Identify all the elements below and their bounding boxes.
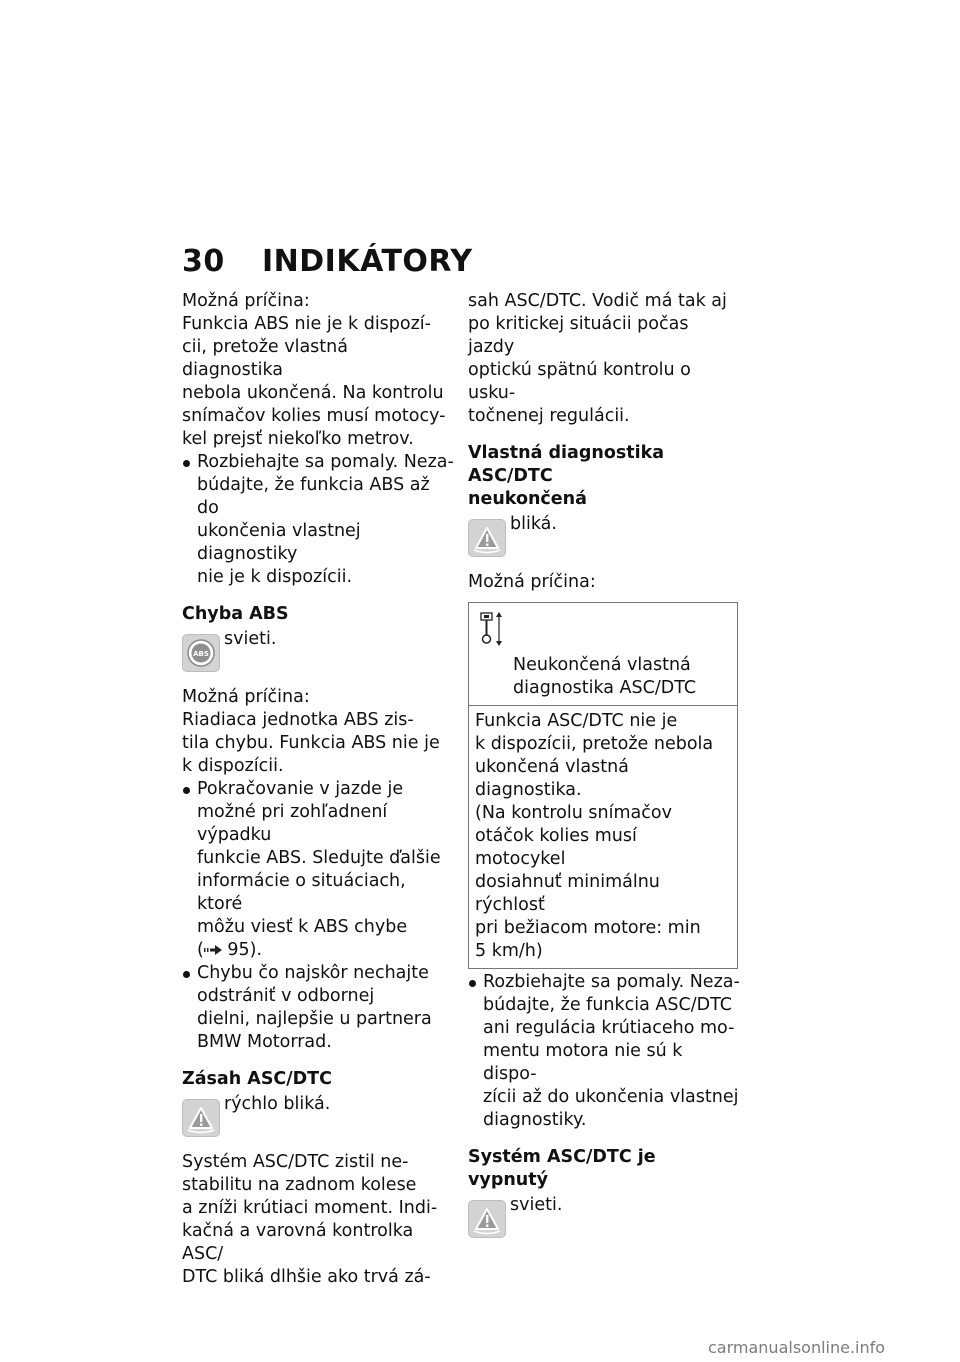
asc-warning-lamp-icon (468, 519, 506, 557)
abs-warning-lamp-icon (182, 634, 220, 672)
abs-bullet-continue (182, 778, 454, 962)
selfdiag-table-body: Funkcia ASC/DTC nie je k dispozícii, pretože nebola ukončená vlastná diagnostika. (Na kontrolu snímačov otáčok kolies musí motocykel dosiahnuť minimálnu rýchlosť pri bežiacom motore: min 5 km/h) (475, 711, 714, 961)
abs-cause-text: Riadiaca jednotka ABS zis- tila chybu. Funkcia ABS nie je k dispozícii. (182, 710, 440, 776)
abs-page-ref[interactable]: 95). (227, 940, 263, 960)
intro-bullet: Rozbiehajte sa pomaly. Neza- búdajte, že funkcia ABS až do ukončenia vlastnej diagnostiky nie je k dispozícii. (182, 451, 454, 589)
wrench-gauge-icon (479, 611, 505, 647)
selfdiag-info-table (468, 602, 738, 969)
abs-error-heading: Chyba ABS (182, 604, 289, 624)
abs-lamp-row (182, 628, 454, 674)
left-column (182, 290, 454, 1289)
selfdiag-table-header-text: Neukončená vlastná diagnostika ASC/DTC (513, 655, 697, 698)
asc-intervention-heading: Zásah ASC/DTC (182, 1069, 332, 1089)
asc-warning-lamp-icon (182, 1099, 220, 1137)
asc-intervention-text: Systém ASC/DTC zistil ne- stabilitu na zadnom kolese a zníži krútiaci moment. Indi- kačná a varovná kontrolka ASC/ DTC bliká dlhšie ako trvá zá- (182, 1152, 438, 1287)
page-number: 30 (182, 244, 225, 279)
intro-cause-label: Možná príčina: (182, 291, 310, 311)
svg-text:ABS: ABS (193, 650, 209, 658)
selfdiag-cause-label: Možná príčina: (468, 572, 596, 592)
watermark-text: carmanualsonline.info (708, 1338, 886, 1357)
intro-cause-text: Funkcia ABS nie je k dispozí- cii, pretože vlastná diagnostika nebola ukončená. Na kontrolu snímačov kolies musí motocy- kel prejsť niekoľko metrov. (182, 314, 446, 449)
asc-off-heading: Systém ASC/DTC je vypnutý (468, 1147, 656, 1190)
asc-off-lamp-row (468, 1194, 740, 1240)
selfdiag-lamp-row (468, 513, 740, 559)
asc-continued-text: sah ASC/DTC. Vodič má tak aj po kritickej situácii počas jazdy optickú spätnú kontrolu o usku- točnenej regulácii. (468, 291, 727, 426)
abs-lamp-status: svieti. (224, 629, 277, 649)
abs-bullet-workshop: Chybu čo najskôr nechajte odstrániť v odbornej dielni, najlepšie u partnera BMW Motorrad. (182, 962, 454, 1054)
selfdiag-heading: Vlastná diagnostika ASC/DTC neukončená (468, 443, 665, 509)
selfdiag-bullet: Rozbiehajte sa pomaly. Neza- búdajte, že funkcia ASC/DTC ani regulácia krútiaceho mo- mentu motora nie sú k dispo- zícii až do ukončenia vlastnej diagnostiky. (468, 971, 740, 1132)
page-title: INDIKÁTORY (262, 244, 473, 279)
asc-lamp-status: rýchlo bliká. (224, 1094, 331, 1114)
page-reference-arrow-icon (204, 945, 222, 955)
selfdiag-table-header (469, 603, 737, 706)
asc-warning-lamp-icon (468, 1200, 506, 1238)
abs-cause-label: Možná príčina: (182, 687, 310, 707)
asc-off-lamp-status: svieti. (510, 1195, 563, 1215)
asc-lamp-row (182, 1093, 454, 1139)
right-column (468, 290, 740, 1252)
selfdiag-lamp-status: bliká. (510, 514, 557, 534)
page-header (182, 244, 473, 279)
abs-bullet-text: Pokračovanie v jazde je možné pri zohľadnení výpadku funkcie ABS. Sledujte ďalšie informácie o situáciach, ktoré môžu viesť k ABS chybe ( (197, 779, 441, 960)
